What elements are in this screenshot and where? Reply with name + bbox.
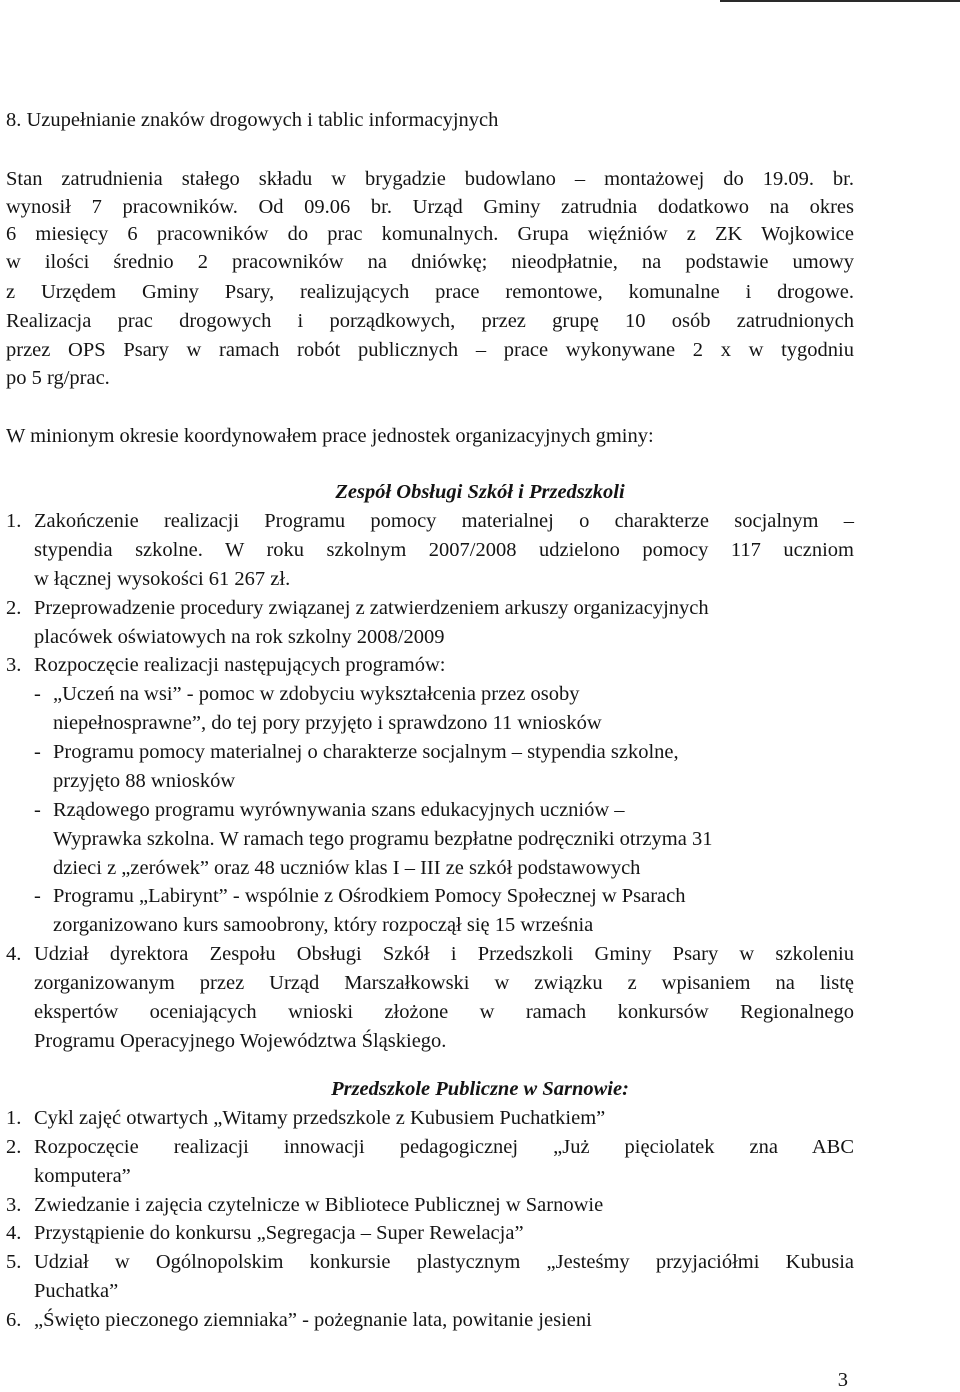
list-item-line: Przeprowadzenie procedury związanej z zatwierdzeniem arkuszy organizacyjnych — [34, 597, 709, 619]
paragraph-line: 6 miesięcy 6 pracowników do prac komunalnych. Grupa więźniów z ZK Wojkowice — [6, 223, 854, 245]
list-number: 5. — [6, 1251, 22, 1273]
list-item-line: ekspertów oceniających wnioski złożone w ramach konkursów Regionalnego — [34, 1001, 854, 1023]
list-item-line: Cykl zajęć otwartych „Witamy przedszkole z Kubusiem Puchatkiem” — [34, 1107, 606, 1129]
sub-item-line: niepełnosprawne”, do tej pory przyjęto i sprawdzono 11 wniosków — [53, 712, 602, 734]
list-number: 2. — [6, 597, 22, 619]
list-number: 3. — [6, 654, 22, 676]
sub-item-line: Rządowego programu wyrównywania szans edukacyjnych uczniów – — [53, 799, 625, 821]
list-item-line: „Święto pieczonego ziemniaka” - pożegnanie lata, powitanie jesieni — [34, 1309, 592, 1331]
list-number: 2. — [6, 1136, 22, 1158]
list-item-line: placówek oświatowych na rok szkolny 2008/2009 — [34, 626, 445, 648]
sub-bullet: - — [34, 683, 41, 705]
list-number: 4. — [6, 943, 22, 965]
coordination-intro: W minionym okresie koordynowałem prace jednostek organizacyjnych gminy: — [6, 425, 654, 447]
list-item-line: stypendia szkolne. W roku szkolnym 2007/2008 udzielono pomocy 117 uczniom — [34, 539, 854, 561]
list-number: 4. — [6, 1222, 22, 1244]
zos-heading: Zespół Obsługi Szkół i Przedszkoli — [335, 481, 625, 503]
list-number: 1. — [6, 1107, 22, 1129]
list-item-line: Puchatka” — [34, 1280, 119, 1302]
sub-item-line: Programu „Labirynt” - wspólnie z Ośrodkiem Pomocy Społecznej w Psarach — [53, 885, 686, 907]
paragraph-line: w ilości średnio 2 pracowników na dniówkę; nieodpłatnie, na podstawie umowy — [6, 251, 854, 273]
list-item-line: Rozpoczęcie realizacji innowacji pedagogicznej „Już pięciolatek zna ABC — [34, 1136, 854, 1158]
list-item-line: Zwiedzanie i zajęcia czytelnicze w Bibliotece Publicznej w Sarnowie — [34, 1194, 604, 1216]
list-item-line: komputera” — [34, 1165, 131, 1187]
list-item-line: Zakończenie realizacji Programu pomocy materialnej o charakterze socjalnym – — [34, 510, 854, 532]
page-number: 3 — [837, 1369, 848, 1391]
paragraph-line: przez OPS Psary w ramach robót publicznych – prace wykonywane 2 x w tygodniu — [6, 339, 854, 361]
sub-item-line: przyjęto 88 wniosków — [53, 770, 236, 792]
sub-item-line: Programu pomocy materialnej o charakterze socjalnym – stypendia szkolne, — [53, 741, 679, 763]
list-number: 1. — [6, 510, 22, 532]
paragraph-line: Realizacja prac drogowych i porządkowych, przez grupę 10 osób zatrudnionych — [6, 310, 854, 332]
paragraph-line: z Urzędem Gminy Psary, realizujących prace remontowe, komunalne i drogowe. — [6, 281, 854, 303]
paragraph-line: wynosił 7 pracowników. Od 09.06 br. Urząd Gminy zatrudnia dodatkowo na okres — [6, 196, 854, 218]
sub-bullet: - — [34, 741, 41, 763]
sub-item-line: dzieci z „zerówek” oraz 48 uczniów klas I – III ze szkół podstawowych — [53, 857, 641, 879]
sub-item-line: Wyprawka szkolna. W ramach tego programu bezpłatne podręczniki otrzyma 31 — [53, 828, 713, 850]
list-item-line: Programu Operacyjnego Województwa Śląskiego. — [34, 1030, 447, 1052]
paragraph-line: Stan zatrudnienia stałego składu w brygadzie budowlano – montażowej do 19.09. br. — [6, 168, 854, 190]
list-number: 3. — [6, 1194, 22, 1216]
sub-bullet: - — [34, 799, 41, 821]
list-number: 6. — [6, 1309, 22, 1331]
list-item-line: Przystąpienie do konkursu „Segregacja – Super Rewelacja” — [34, 1222, 524, 1244]
list-item-line: Udział dyrektora Zespołu Obsługi Szkół i Przedszkoli Gminy Psary w szkoleniu — [34, 943, 854, 965]
sub-item-line: zorganizowano kurs samoobrony, który rozpoczął się 15 września — [53, 914, 594, 936]
section-8-title: 8. Uzupełnianie znaków drogowych i tablic informacyjnych — [6, 109, 499, 131]
paragraph-line: po 5 rg/prac. — [6, 367, 110, 389]
sub-item-line: „Uczeń na wsi” - pomoc w zdobyciu wykształcenia przez osoby — [53, 683, 580, 705]
list-item-line: Rozpoczęcie realizacji następujących programów: — [34, 654, 446, 676]
list-item-line: w łącznej wysokości 61 267 zł. — [34, 568, 291, 590]
list-item-line: Udział w Ogólnopolskim konkursie plastycznym „Jesteśmy przyjaciółmi Kubusia — [34, 1251, 854, 1273]
list-item-line: zorganizowanym przez Urząd Marszałkowski w związku z wpisaniem na listę — [34, 972, 854, 994]
przedszkole-heading: Przedszkole Publiczne w Sarnowie: — [331, 1078, 629, 1100]
sub-bullet: - — [34, 885, 41, 907]
